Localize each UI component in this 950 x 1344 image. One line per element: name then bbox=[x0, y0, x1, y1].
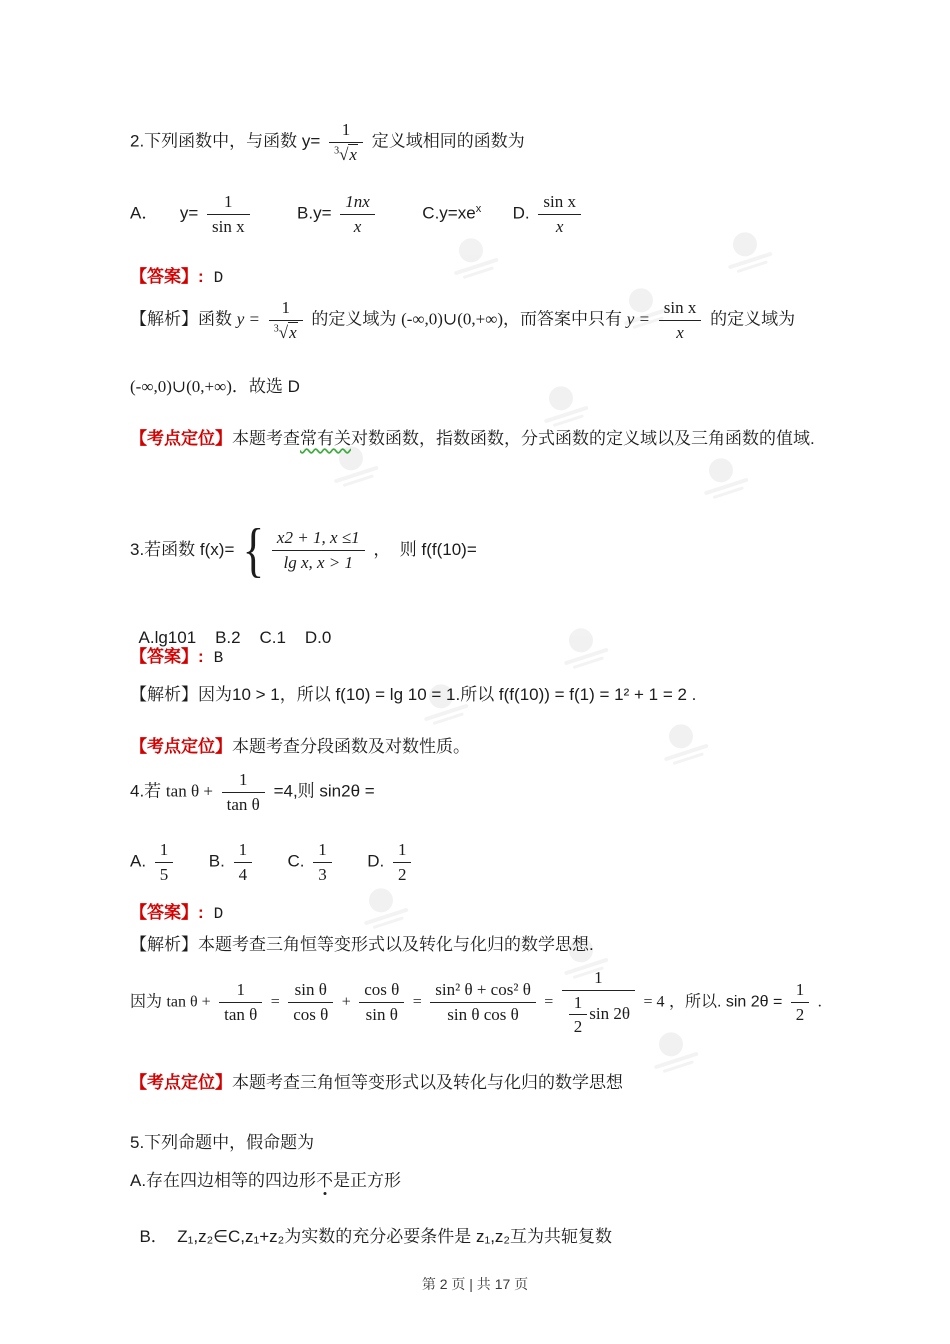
watermark-logo-icon bbox=[445, 232, 500, 281]
q4-option-d-fraction bbox=[393, 840, 412, 884]
fraction-denominator: cos θ bbox=[293, 1004, 329, 1024]
q5-stem bbox=[130, 1128, 314, 1153]
q5-option-a-emphasis: 不 bbox=[316, 1171, 334, 1190]
q2-analysis-line2 bbox=[130, 372, 300, 397]
watermark-logo-icon bbox=[655, 718, 710, 767]
q4-eq-fraction6 bbox=[791, 980, 810, 1024]
q4-stem-fraction bbox=[222, 770, 265, 814]
q3-answer bbox=[130, 642, 223, 667]
q4-stem-math1: tan θ + bbox=[165, 781, 213, 801]
q2-option-d-label: D. bbox=[512, 203, 530, 223]
q2-option-c-exponent: x bbox=[475, 202, 482, 215]
q3-stem-text-pre: 3.若函数 f(x)= bbox=[130, 539, 235, 559]
q5-option-b bbox=[130, 1202, 612, 1247]
q3-keypoint bbox=[130, 732, 470, 757]
q4-option-b-label: B. bbox=[208, 851, 225, 871]
root-index: 3 bbox=[334, 144, 340, 156]
q4-eq-fraction2 bbox=[288, 980, 333, 1024]
q4-answer-letter: D bbox=[213, 905, 224, 923]
q2-options bbox=[130, 192, 585, 236]
q3-keypoint-text: 本题考查分段函数及对数性质。 bbox=[232, 737, 470, 756]
q2-stem-text-pre: 2.下列函数中，与函数 y= bbox=[130, 131, 321, 151]
fraction-denominator: tan θ bbox=[224, 1004, 258, 1024]
q2-stem-fraction bbox=[329, 120, 363, 164]
q4-eq-fraction1 bbox=[219, 980, 262, 1024]
fraction-denominator: 2 bbox=[397, 864, 407, 884]
fraction-denominator: 3 bbox=[318, 864, 327, 884]
fraction-numerator: 1 bbox=[393, 840, 412, 863]
q2-analysis-domain2: (-∞,0)∪(0,+∞) bbox=[130, 377, 232, 396]
fraction-denominator: x bbox=[353, 216, 362, 236]
fraction-denominator: 4 bbox=[238, 864, 248, 884]
q2-option-a-eq: y= bbox=[179, 203, 199, 223]
fraction-denominator: 2 bbox=[573, 1017, 583, 1037]
q4-analysis-text: 本题考查三角恒等变形式以及转化与化归的数学思想. bbox=[198, 935, 594, 954]
q5-option-a-post: 是正方形 bbox=[333, 1171, 402, 1190]
watermark-logo-icon bbox=[355, 882, 410, 931]
q5-stem-text: 5.下列命题中，假命题为 bbox=[130, 1133, 315, 1152]
q2-answer-letter: D bbox=[213, 269, 224, 287]
q4-option-d-label: D. bbox=[367, 851, 385, 871]
q4-eq-fraction4 bbox=[430, 980, 536, 1024]
equals-sign: = bbox=[270, 993, 280, 1011]
fraction-numerator: sin θ bbox=[288, 980, 333, 1003]
fraction-denominator: x bbox=[676, 322, 684, 342]
fraction-numerator: 1 bbox=[329, 120, 363, 143]
fraction-denominator: x bbox=[555, 216, 564, 236]
q4-option-c-label: C. bbox=[287, 851, 305, 871]
q4-keypoint bbox=[130, 1068, 623, 1093]
q2-option-a-fraction bbox=[207, 192, 250, 236]
q2-answer bbox=[130, 262, 223, 287]
fraction-numerator: 1 bbox=[155, 840, 174, 863]
q2-analysis-seg4: 的定义域为 bbox=[710, 309, 796, 329]
q4-option-c-fraction bbox=[313, 840, 332, 884]
keypoint-label: 【考点定位】 bbox=[130, 1073, 232, 1092]
radical-sign: √ bbox=[339, 144, 349, 164]
fraction-numerator: cos θ bbox=[359, 980, 404, 1003]
fraction-numerator: 1nx bbox=[340, 192, 375, 215]
radicand: x bbox=[349, 144, 357, 164]
q4-stem-text-post: =4,则 sin2θ = bbox=[273, 781, 375, 801]
fraction-numerator: sin x bbox=[659, 298, 702, 321]
fraction-denominator: sin θ cos θ bbox=[447, 1004, 519, 1024]
answer-label: 【答案】: bbox=[130, 647, 204, 666]
q2-analysis-seg1: 函数 bbox=[198, 309, 232, 329]
q2-option-a-label: A． bbox=[130, 203, 159, 223]
q2-analysis-fraction1 bbox=[269, 298, 303, 342]
q4-eq-result: = 4 bbox=[643, 993, 665, 1011]
q2-analysis-seg2: 的定义域为 bbox=[311, 309, 397, 329]
fraction-denominator: tan θ bbox=[226, 794, 260, 814]
q3-analysis-text: 因为10 > 1，所以 f(10) = lg 10 = 1.所以 f(f(10)) = f(1) = 1² + 1 = 2 . bbox=[198, 685, 697, 704]
fraction-denominator bbox=[562, 991, 635, 1037]
q4-eq-end: . bbox=[817, 993, 822, 1011]
q3-piecewise-function bbox=[239, 517, 368, 583]
q4-eq-mid: ，所以. sin 2θ = bbox=[668, 993, 783, 1011]
fraction-numerator: 1 bbox=[269, 298, 303, 321]
fraction-denominator: sin x bbox=[211, 216, 245, 236]
answer-label: 【答案】: bbox=[130, 903, 204, 922]
fraction-numerator: 1 bbox=[791, 980, 810, 1003]
q2-stem bbox=[130, 120, 525, 164]
watermark-logo-icon bbox=[535, 380, 590, 429]
watermark-logo-icon bbox=[695, 452, 750, 501]
radical-sign: √ bbox=[278, 322, 289, 342]
q2-analysis-domain1: (-∞,0)∪(0,+∞) bbox=[401, 309, 503, 329]
fraction-numerator: 1 bbox=[207, 192, 250, 215]
radicand: x bbox=[289, 322, 297, 342]
analysis-label: 【解析】 bbox=[130, 935, 198, 954]
q2-keypoint bbox=[130, 424, 815, 449]
q2-analysis-seg3: ，而答案中只有 bbox=[503, 309, 622, 329]
watermark-logo-icon bbox=[555, 622, 610, 671]
keypoint-label: 【考点定位】 bbox=[130, 429, 232, 448]
watermark-logo-icon bbox=[719, 226, 774, 275]
analysis-label: 【解析】 bbox=[130, 309, 198, 329]
q3-options-text: A.lg101 B.2 C.1 D.0 bbox=[138, 628, 332, 647]
left-brace: { bbox=[242, 517, 265, 583]
analysis-label: 【解析】 bbox=[130, 685, 198, 704]
equals-sign: = bbox=[412, 993, 422, 1011]
root-index: 3 bbox=[273, 322, 279, 334]
case-top: x2 + 1, x ≤1 bbox=[272, 528, 365, 551]
fraction-denominator bbox=[329, 143, 363, 165]
q4-eq-pre: 因为 bbox=[130, 993, 163, 1011]
q3-stem-text-post: ， 则 f(f(10)= bbox=[373, 539, 477, 559]
q2-keypoint-pre: 本题考查 bbox=[232, 429, 300, 448]
plus-sign: + bbox=[341, 993, 351, 1011]
q4-analysis bbox=[130, 930, 594, 955]
q5-option-a-pre: A.存在四边相等的四边形 bbox=[130, 1171, 317, 1190]
fraction-numerator: sin x bbox=[538, 192, 581, 215]
q2-option-c-label: C.y=xe bbox=[422, 203, 476, 223]
q2-analysis-fraction2 bbox=[659, 298, 702, 342]
fraction-numerator: 1 bbox=[234, 840, 253, 863]
keypoint-label: 【考点定位】 bbox=[130, 737, 232, 756]
q5-option-a bbox=[130, 1166, 401, 1191]
q4-stem-text-pre: 4.若 bbox=[130, 781, 162, 801]
q4-options bbox=[130, 840, 415, 884]
fraction-numerator: sin² θ + cos² θ bbox=[430, 980, 536, 1003]
q4-keypoint-text: 本题考查三角恒等变形式以及转化与化归的数学思想 bbox=[232, 1073, 623, 1092]
q4-eq-term1: tan θ + bbox=[166, 993, 211, 1011]
equals-sign: = bbox=[544, 993, 554, 1011]
fraction-numerator: 1 bbox=[569, 993, 588, 1016]
case-bottom: lg x, x > 1 bbox=[283, 553, 354, 572]
fraction-numerator: 1 bbox=[313, 840, 332, 863]
q3-analysis bbox=[130, 680, 696, 705]
q2-analysis-math1: y = bbox=[236, 309, 261, 329]
q2-stem-text-post: 定义域相同的函数为 bbox=[371, 131, 525, 151]
q3-stem bbox=[130, 517, 477, 583]
q4-eq-fraction3 bbox=[359, 980, 404, 1024]
fraction-denominator bbox=[269, 321, 303, 343]
q5-option-b-text: B． Z₁,z₂∈C,z₁+z₂为实数的充分必要条件是 z₁,z₂互为共轭复数 bbox=[139, 1227, 613, 1246]
fraction-denominator: sin θ bbox=[365, 1004, 398, 1024]
q4-eq-nested-fraction bbox=[569, 993, 588, 1037]
q4-eq-nested-rest: sin 2θ bbox=[589, 1003, 631, 1023]
fraction-numerator: 1 bbox=[222, 770, 265, 793]
page-number: 第 2 页 | 共 17 页 bbox=[421, 1276, 529, 1292]
answer-label: 【答案】: bbox=[130, 267, 204, 286]
page-footer bbox=[0, 1274, 950, 1294]
q2-keypoint-post: 对数函数，指数函数，分式函数的定义域以及三角函数的值域. bbox=[351, 429, 815, 448]
q3-cases-stack bbox=[272, 528, 365, 572]
q4-option-b-fraction bbox=[234, 840, 253, 884]
q3-answer-letter: B bbox=[213, 649, 224, 667]
fraction-numerator: 1 bbox=[562, 968, 635, 991]
q2-analysis-conclusion: ．故选 D bbox=[231, 377, 300, 396]
fraction-denominator: 5 bbox=[159, 864, 169, 884]
q4-eq-fraction5 bbox=[562, 968, 635, 1037]
q4-answer bbox=[130, 898, 223, 923]
q2-option-d-fraction bbox=[538, 192, 581, 236]
q2-analysis-line1 bbox=[130, 298, 795, 342]
q2-keypoint-wavy: 常有关 bbox=[300, 429, 351, 448]
q2-analysis-math2: y = bbox=[626, 309, 651, 329]
fraction-numerator: 1 bbox=[219, 980, 262, 1003]
q4-option-a-fraction bbox=[155, 840, 174, 884]
fraction-denominator: 2 bbox=[795, 1004, 805, 1024]
q4-option-a-label: A. bbox=[130, 851, 147, 871]
q4-stem bbox=[130, 770, 375, 814]
q2-option-b-label: B.y= bbox=[297, 203, 332, 223]
q4-equation bbox=[130, 968, 822, 1037]
q2-option-b-fraction bbox=[340, 192, 375, 236]
